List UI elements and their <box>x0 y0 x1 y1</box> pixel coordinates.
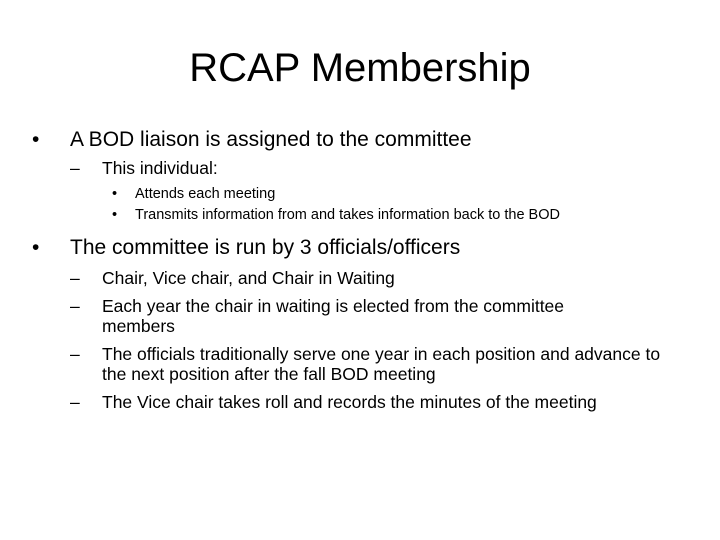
sub-sub-bullet-point <box>30 205 690 226</box>
bullet-icon: • <box>32 236 40 259</box>
sub-bullet-text: This individual: <box>102 158 218 178</box>
sub-bullet-point <box>30 296 617 336</box>
dash-icon: – <box>70 158 80 178</box>
dash-icon: – <box>70 268 80 288</box>
sub-sub-bullet-text: Transmits information from and takes information back to the BOD <box>135 207 560 223</box>
dash-icon: – <box>70 392 80 412</box>
dash-icon: – <box>70 344 80 364</box>
sub-bullet-text: The Vice chair takes roll and records the minutes of the meeting <box>102 392 597 412</box>
sub-bullet-point <box>30 268 690 288</box>
sub-bullet-text: Chair, Vice chair, and Chair in Waiting <box>102 268 395 288</box>
sub-sub-bullet-text: Attends each meeting <box>135 186 276 202</box>
bullet-icon: • <box>112 186 118 202</box>
bullet-icon: • <box>112 207 118 223</box>
bullet-text: The committee is run by 3 officials/officers <box>70 236 461 259</box>
slide-body <box>30 126 690 420</box>
bullet-point <box>30 126 690 154</box>
sub-bullet-point <box>30 344 687 384</box>
sub-bullet-text: Each year the chair in waiting is elected from the committee members <box>102 296 565 336</box>
sub-sub-bullet-point <box>30 184 690 205</box>
sub-bullet-point <box>30 158 690 178</box>
bullet-icon: • <box>32 128 40 151</box>
slide-title: RCAP Membership <box>189 46 531 90</box>
sub-bullet-point <box>30 392 687 412</box>
bullet-text: A BOD liaison is assigned to the committee <box>70 128 472 151</box>
bullet-point <box>30 234 690 262</box>
sub-bullet-text: The officials traditionally serve one year in each position and advance to the next position after the fall BOD meeting <box>102 344 661 384</box>
dash-icon: – <box>70 296 80 316</box>
